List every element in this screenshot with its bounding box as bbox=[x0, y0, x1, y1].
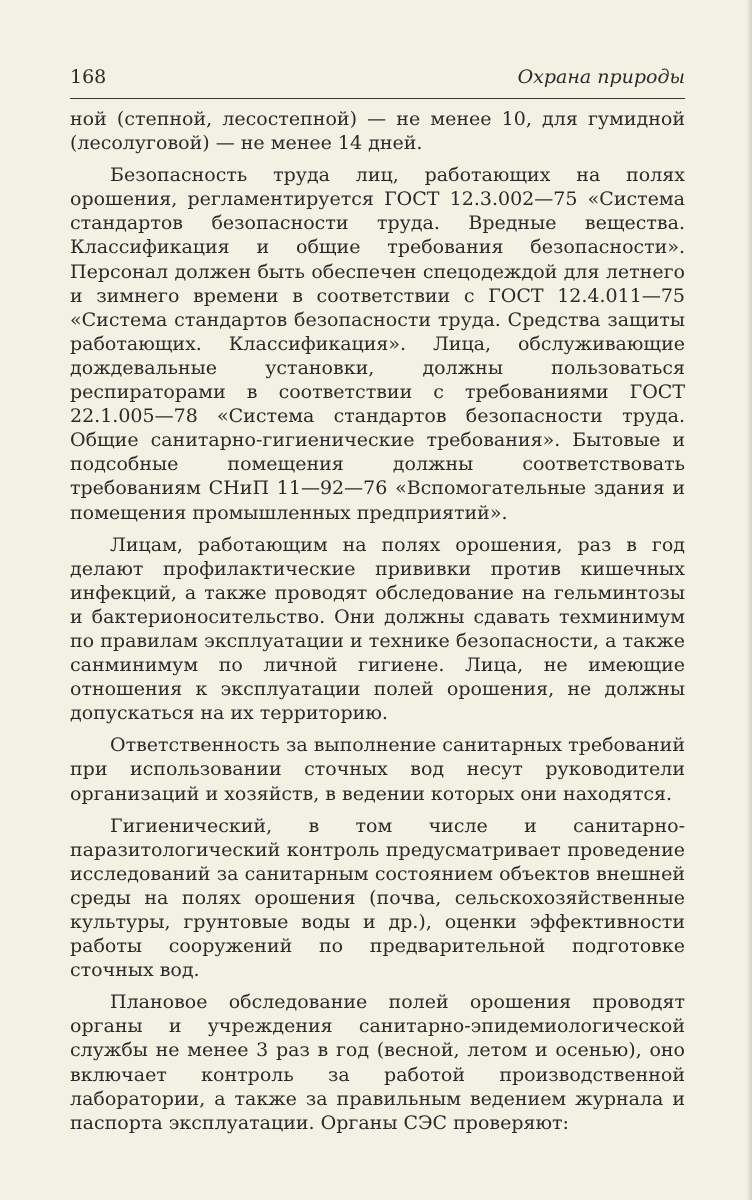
page-header bbox=[70, 60, 685, 99]
paragraph-vaccinations: Лицам, работающим на полях орошения, раз в год делают профилактические прививки против кишечных инфекций, а также проводят обследование на гельминтозы и бактерионосительство. Они должны сдавать техминимум по правилам эксплуатации и технике безопасности, а также санминимум по личной гигиене. Лица, не имеющие отношения к эксплуатации полей орошения, не должны допускаться на их территорию. bbox=[70, 533, 685, 725]
paragraph-responsibility: Ответственность за выполнение санитарных требований при использовании сточных вод несут руководители организаций и хозяйств, в ведении которых они находятся. bbox=[70, 734, 685, 805]
paragraph-continuation: ной (степной, лесостепной) — не менее 10, для гумидной (лесолуговой) — не менее 14 дней. bbox=[70, 108, 685, 155]
paragraph-hygienic-control: Гигиенический, в том числе и санитарно-паразитологический контроль предусматривает проведение исследований за санитарным состоянием объектов внешней среды на полях орошения (почва, сельскохозяйственные культуры, грунтовые воды и др.), оценки эффективности работы сооружений по предварительной подготовке сточных вод. bbox=[70, 814, 685, 982]
paragraph-planned-inspection: Плановое обследование полей орошения проводят органы и учреждения санитарно-эпидемиологической службы не менее 3 раз в год (весной, летом и осенью), оно включает контроль за работой производственной лаборатории, а также за правильным ведением журнала и паспорта эксплуатации. Органы СЭС проверяют: bbox=[70, 991, 685, 1134]
page-number: 168 bbox=[70, 66, 107, 88]
running-title: Охрана природы bbox=[517, 66, 685, 88]
page-edge-shadow bbox=[746, 0, 752, 1200]
paragraph-labor-safety: Безопасность труда лиц, работающих на полях орошения, регламентируется ГОСТ 12.3.002—75 «Система стандартов безопасности труда. Вредные вещества. Классификация и общие требования безопасности». Персонал должен быть обеспечен спецодеждой для летнего и зимнего времени в соответствии с ГОСТ 12.4.011—75 «Система стандартов безопасности труда. Средства защиты работающих. Классификация». Лица, обслуживающие дождевальные установки, должны пользоваться респираторами в соответствии с требованиями ГОСТ 22.1.005—78 «Система стандартов безопасности труда. Общие санитарно-гигиенические требования». Бытовые и подсобные помещения должны соответствовать требованиям СНиП 11—92—76 «Вспомогательные здания и помещения промышленных предприятий». bbox=[70, 164, 685, 524]
book-page bbox=[70, 60, 685, 1143]
page-body bbox=[70, 107, 685, 1135]
